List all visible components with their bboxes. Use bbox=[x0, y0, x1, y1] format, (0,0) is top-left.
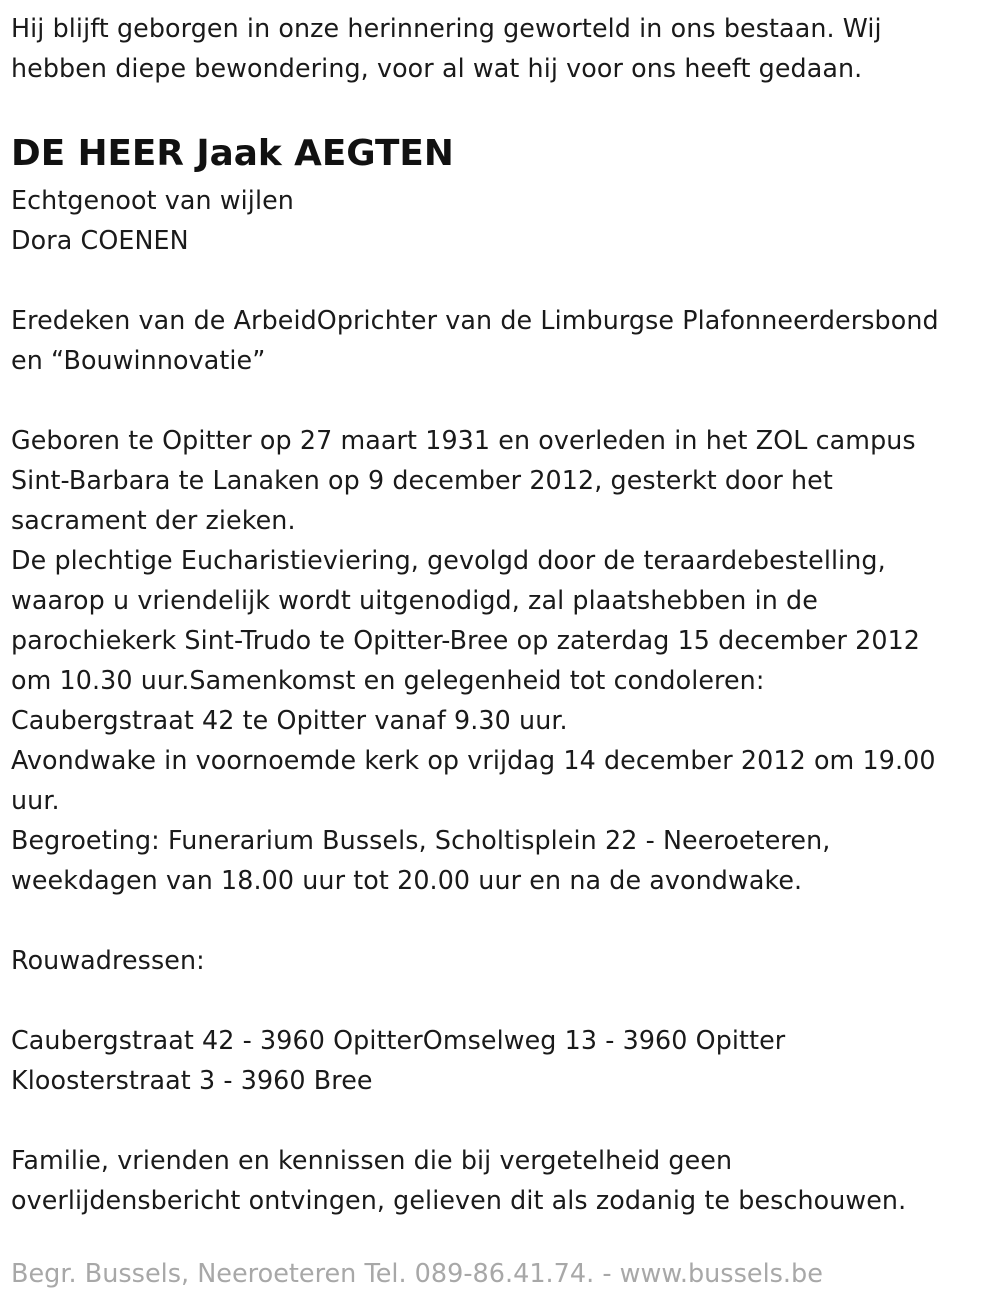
details-line: Begroeting: Funerarium Bussels, Scholtisplein 22 - Neeroeteren, bbox=[11, 825, 831, 855]
honors-line: en “Bouwinnovatie” bbox=[11, 345, 266, 375]
honors-info bbox=[11, 300, 1000, 380]
details-line: parochiekerk Sint-Trudo te Opitter-Bree op zaterdag 15 december 2012 bbox=[11, 625, 921, 655]
details-line: sacrament der zieken. bbox=[11, 505, 296, 535]
closing-line: Familie, vrienden en kennissen die bij vergetelheid geen bbox=[11, 1145, 733, 1175]
spacer bbox=[11, 260, 1000, 300]
details-line: Caubergstraat 42 te Opitter vanaf 9.30 uur. bbox=[11, 705, 568, 735]
spouse-line: Echtgenoot van wijlen bbox=[11, 185, 294, 215]
addresses-label: Rouwadressen: bbox=[11, 945, 205, 975]
honors-line: Eredeken van de ArbeidOprichter van de Limburgse Plafonneerdersbond bbox=[11, 305, 939, 335]
details-line: uur. bbox=[11, 785, 60, 815]
address-line: Kloosterstraat 3 - 3960 Bree bbox=[11, 1065, 373, 1095]
details-block bbox=[11, 420, 1000, 900]
spouse-line: Dora COENEN bbox=[11, 225, 189, 255]
details-line: Sint-Barbara te Lanaken op 9 december 2012, gesterkt door het bbox=[11, 465, 833, 495]
details-line: Avondwake in voornoemde kerk op vrijdag 14 december 2012 om 19.00 bbox=[11, 745, 936, 775]
details-line: Geboren te Opitter op 27 maart 1931 en overleden in het ZOL campus bbox=[11, 425, 916, 455]
closing-line: overlijdensbericht ontvingen, gelieven dit als zodanig te beschouwen. bbox=[11, 1185, 907, 1215]
intro-quote bbox=[11, 8, 1000, 88]
address-line: Caubergstraat 42 - 3960 OpitterOmselweg 13 - 3960 Opitter bbox=[11, 1025, 786, 1055]
details-line: om 10.30 uur.Samenkomst en gelegenheid tot condoleren: bbox=[11, 665, 765, 695]
spacer bbox=[11, 380, 1000, 420]
spacer bbox=[11, 1100, 1000, 1140]
closing-note bbox=[11, 1140, 1000, 1220]
details-line: weekdagen van 18.00 uur tot 20.00 uur en na de avondwake. bbox=[11, 865, 803, 895]
spacer bbox=[11, 900, 1000, 940]
spacer bbox=[11, 980, 1000, 1020]
deceased-name: DE HEER Jaak AEGTEN bbox=[11, 133, 454, 174]
intro-line: Hij blijft geborgen in onze herinnering geworteld in ons bestaan. Wij bbox=[11, 13, 882, 43]
details-line: waarop u vriendelijk wordt uitgenodigd, zal plaatshebben in de bbox=[11, 585, 818, 615]
intro-line: hebben diepe bewondering, voor al wat hij voor ons heeft gedaan. bbox=[11, 53, 863, 83]
spouse-info bbox=[11, 180, 1000, 260]
funeral-home-footer: Begr. Bussels, Neeroeteren Tel. 089-86.41.74. - www.bussels.be bbox=[11, 1259, 823, 1289]
addresses-list bbox=[11, 1020, 1000, 1100]
details-line: De plechtige Eucharistieviering, gevolgd door de teraardebestelling, bbox=[11, 545, 886, 575]
